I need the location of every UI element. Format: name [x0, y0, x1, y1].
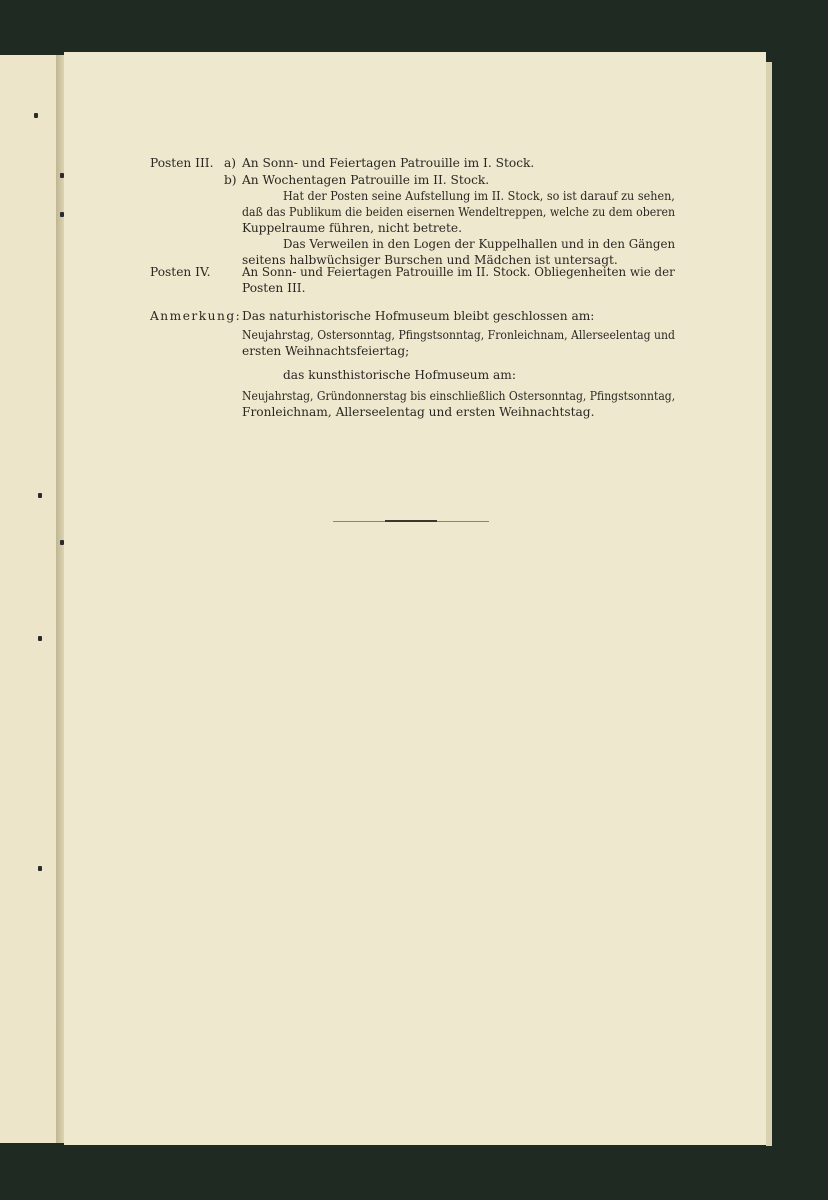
binding-hole — [60, 540, 64, 545]
book-gutter — [56, 55, 64, 1143]
binding-hole — [38, 636, 42, 641]
item-b-marker: b) — [224, 173, 237, 187]
posten-iii-paragraph-2: Das Verweilen in den Logen der Kuppelhallen und in den Gängen — [283, 237, 676, 251]
anmerkung-label: Anmerkung: — [150, 309, 242, 323]
anmerkung-dates-natural: ersten Weihnachtsfeiertag; — [242, 344, 410, 358]
item-a-marker: a) — [224, 156, 237, 170]
binding-hole — [38, 493, 42, 498]
posten-iii-paragraph-1: Hat der Posten seine Aufstellung im II. Stock, so ist darauf zu sehen, — [283, 189, 675, 203]
anmerkung-dates-art: Neujahrstag, Gründonnerstag bis einschließlich Ostersonntag, Pfingstsonntag, — [242, 389, 676, 403]
posten-iv-text: An Sonn- und Feiertagen Patrouille im II. Stock. Obliegenheiten wie der — [242, 265, 675, 279]
anmerkung-art-intro: das kunsthistorische Hofmuseum am: — [283, 368, 516, 382]
section-divider-accent — [385, 520, 437, 522]
anmerkung-intro: Das naturhistorische Hofmuseum bleibt geschlossen am: — [242, 309, 595, 323]
binding-hole — [60, 212, 64, 217]
posten-iii-paragraph-2: seitens halbwüchsiger Burschen und Mädchen ist untersagt. — [242, 253, 618, 267]
posten-iii-label: Posten III. — [150, 156, 214, 170]
posten-iii-line-b: An Wochentagen Patrouille im II. Stock. — [242, 173, 490, 187]
posten-iii-paragraph-1: Kuppelraume führen, nicht betrete. — [242, 221, 462, 235]
binding-hole — [34, 113, 38, 118]
posten-iv-text: Posten III. — [242, 281, 306, 295]
posten-iii-paragraph-1: daß das Publikum die beiden eisernen Wendeltreppen, welche zu dem oberen — [242, 205, 676, 219]
page-edge — [766, 62, 772, 1146]
left-page-edge — [0, 55, 56, 1143]
binding-hole — [60, 173, 64, 178]
anmerkung-dates-natural: Neujahrstag, Ostersonntag, Pfingstsonntag, Fronleichnam, Allerseelentag und — [242, 328, 675, 342]
posten-iv-label: Posten IV. — [150, 265, 211, 279]
binding-hole — [38, 866, 42, 871]
posten-iii-line-a: An Sonn- und Feiertagen Patrouille im I. Stock. — [242, 156, 535, 170]
anmerkung-dates-art: Fronleichnam, Allerseelentag und ersten Weihnachtstag. — [242, 405, 595, 419]
